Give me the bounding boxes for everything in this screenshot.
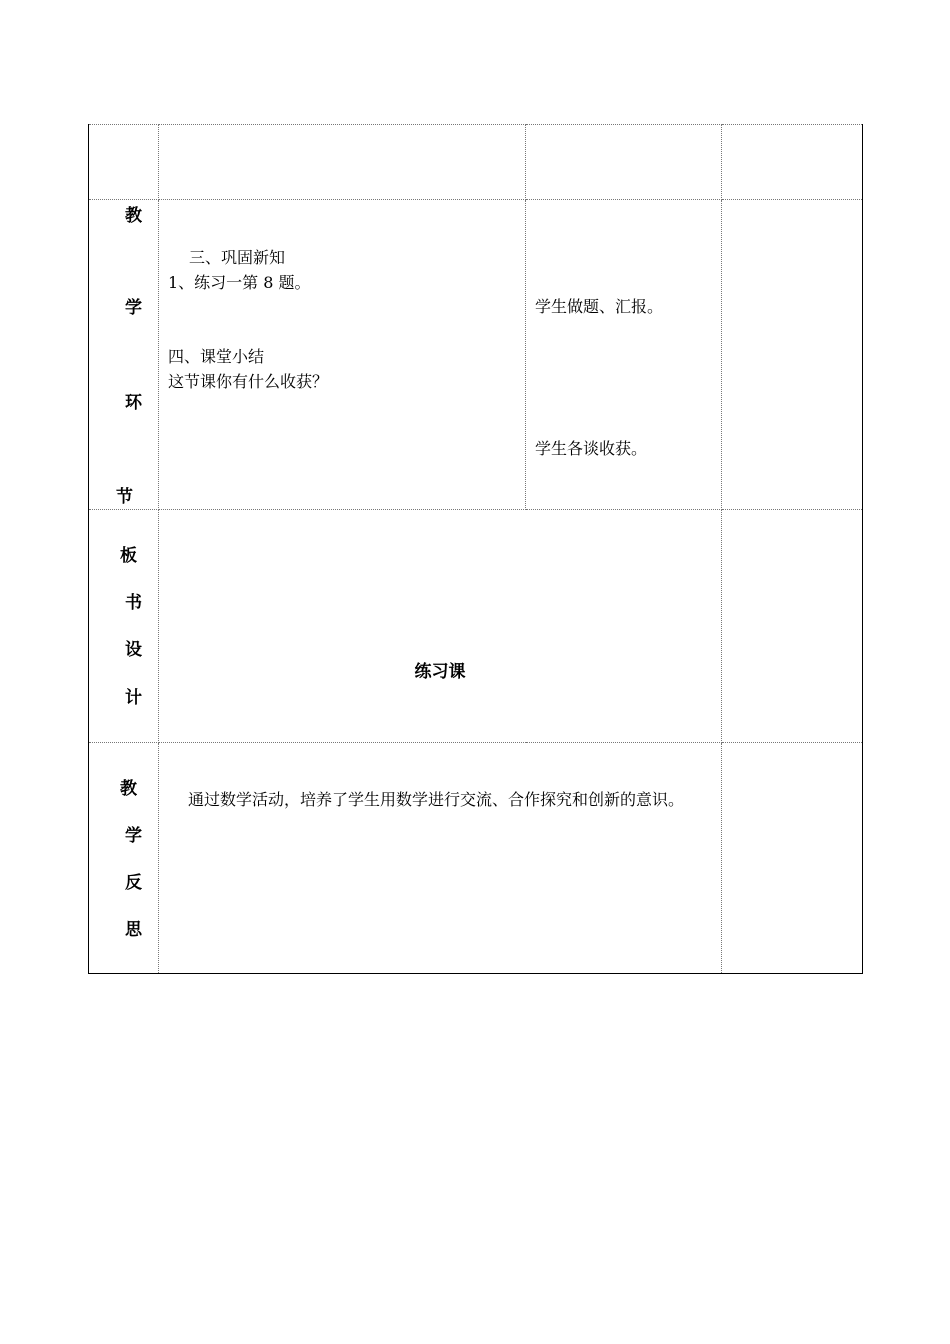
board-label-char-1: 板 bbox=[120, 546, 137, 566]
lesson-plan-table bbox=[88, 124, 863, 974]
section3-item: 1、练习一第 8 题。 bbox=[168, 273, 311, 292]
teaching-content-cell bbox=[159, 200, 526, 510]
board-note-cell bbox=[722, 510, 863, 743]
student-activity-1: 学生做题、汇报。 bbox=[535, 297, 664, 316]
top-label-cell bbox=[89, 125, 159, 200]
board-content-cell bbox=[159, 510, 722, 743]
top-content-cell bbox=[159, 125, 526, 200]
board-label-char-3: 设 bbox=[125, 640, 142, 660]
top-note-cell bbox=[722, 125, 863, 200]
board-title: 练习课 bbox=[414, 662, 466, 682]
top-activity-cell bbox=[526, 125, 722, 200]
reflection-note-cell bbox=[722, 743, 863, 974]
reflection-label-cell bbox=[89, 743, 159, 974]
reflection-label-char-3: 反 bbox=[125, 873, 142, 893]
section4-question: 这节课你有什么收获？ bbox=[168, 372, 329, 391]
teaching-label-char-3: 环 bbox=[125, 393, 142, 413]
table-row-reflection bbox=[89, 743, 863, 974]
board-label-char-4: 计 bbox=[125, 688, 142, 708]
section4-title: 四、课堂小结 bbox=[168, 347, 265, 366]
section3-title: 三、巩固新知 bbox=[189, 248, 286, 267]
teaching-label-char-4: 节 bbox=[116, 487, 133, 507]
reflection-label-char-2: 学 bbox=[125, 826, 142, 846]
table-row-board bbox=[89, 510, 863, 743]
teaching-label-char-1: 教 bbox=[125, 206, 142, 226]
board-label-cell bbox=[89, 510, 159, 743]
teaching-label-char-2: 学 bbox=[125, 298, 142, 318]
reflection-text: 通过数学活动，培养了学生用数学进行交流、合作探究和创新的意识。 bbox=[188, 790, 685, 809]
student-activity-2: 学生各谈收获。 bbox=[535, 439, 648, 458]
table-row-teaching bbox=[89, 200, 863, 510]
table-row-top-empty bbox=[89, 125, 863, 200]
teaching-note-cell bbox=[722, 200, 863, 510]
board-label-char-2: 书 bbox=[125, 593, 142, 613]
reflection-label-char-1: 教 bbox=[120, 779, 137, 799]
reflection-label-char-4: 思 bbox=[125, 920, 142, 940]
teaching-activity-cell bbox=[526, 200, 722, 510]
teaching-label-cell bbox=[89, 200, 159, 510]
reflection-content-cell bbox=[159, 743, 722, 974]
